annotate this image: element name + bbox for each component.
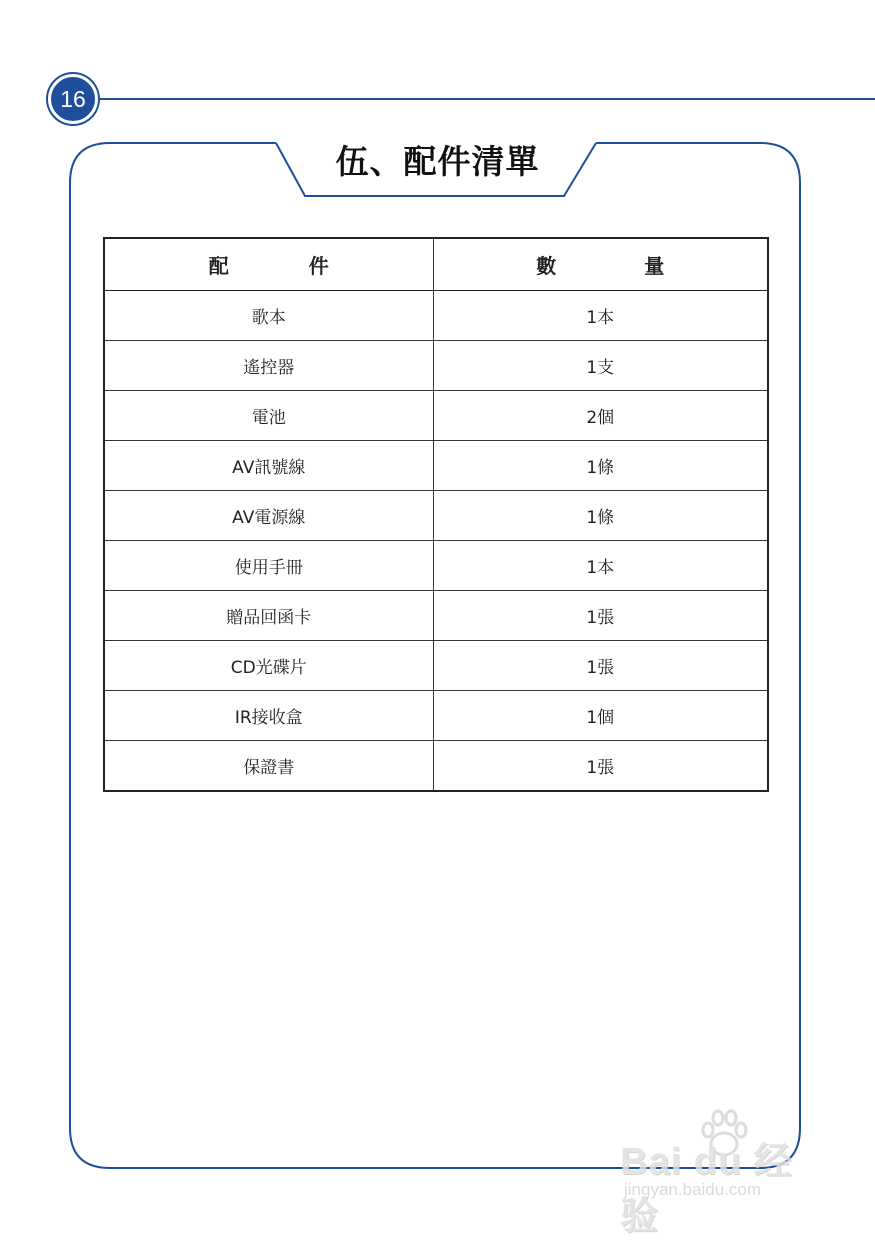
quantity-cell: 1張 <box>433 591 768 641</box>
watermark-logo: Bai du 经验 <box>620 1141 793 1238</box>
accessory-table <box>103 237 769 792</box>
accessory-cell: 電池 <box>104 391 433 441</box>
table-row <box>104 441 768 491</box>
table-row <box>104 591 768 641</box>
table-row <box>104 541 768 591</box>
table-row <box>104 491 768 541</box>
table-row <box>104 341 768 391</box>
page-number-badge: 16 <box>48 74 98 124</box>
quantity-cell: 1支 <box>433 341 768 391</box>
table-row <box>104 641 768 691</box>
header-quantity-label: 數量 <box>536 254 753 278</box>
quantity-cell: 1張 <box>433 741 768 792</box>
watermark-url: jingyan.baidu.com <box>624 1180 762 1199</box>
accessory-cell: IR接收盒 <box>104 691 433 741</box>
accessory-cell: 遙控器 <box>104 341 433 391</box>
quantity-cell: 1張 <box>433 641 768 691</box>
accessory-cell: AV電源線 <box>104 491 433 541</box>
table-header-row <box>104 238 768 291</box>
accessory-cell: 歌本 <box>104 291 433 341</box>
accessory-cell: 使用手冊 <box>104 541 433 591</box>
accessory-cell: CD光碟片 <box>104 641 433 691</box>
quantity-cell: 1個 <box>433 691 768 741</box>
quantity-cell: 1本 <box>433 291 768 341</box>
header-quantity <box>433 238 768 291</box>
table-row <box>104 291 768 341</box>
section-title: 伍、配件清單 <box>335 142 540 181</box>
quantity-cell: 1條 <box>433 491 768 541</box>
quantity-cell: 2個 <box>433 391 768 441</box>
baidu-watermark <box>620 1108 820 1238</box>
header-accessory <box>104 238 433 291</box>
table-row <box>104 741 768 792</box>
table-row <box>104 691 768 741</box>
table-row <box>104 391 768 441</box>
accessory-cell: 保證書 <box>104 741 433 792</box>
header-accessory-label: 配件 <box>208 254 409 278</box>
quantity-cell: 1本 <box>433 541 768 591</box>
accessory-cell: 贈品回函卡 <box>104 591 433 641</box>
quantity-cell: 1條 <box>433 441 768 491</box>
accessory-cell: AV訊號線 <box>104 441 433 491</box>
